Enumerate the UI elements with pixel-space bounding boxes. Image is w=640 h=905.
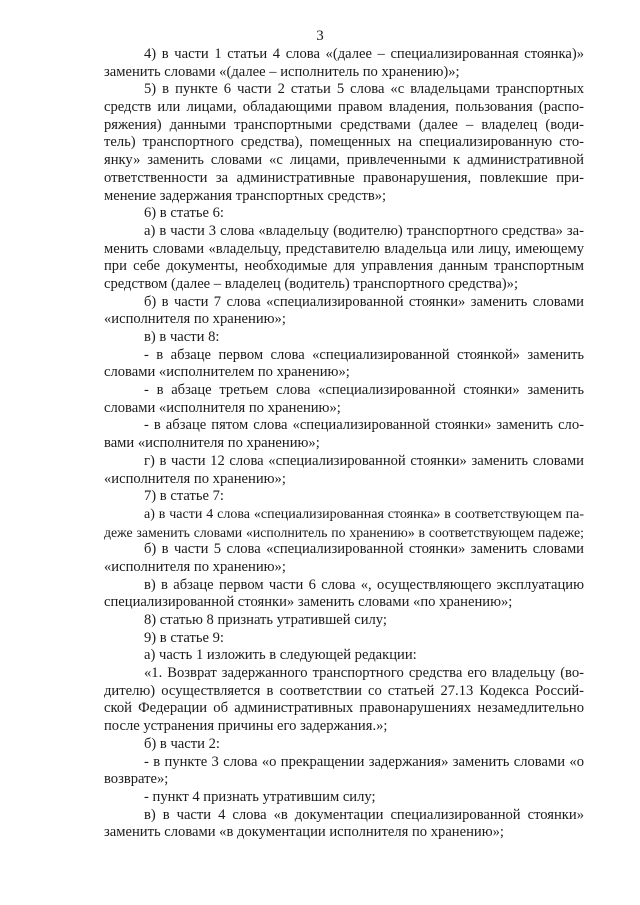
document-body: [104, 46, 584, 842]
text-line: специализированной стоянки» заменить словами «по хранению»;: [104, 594, 513, 611]
text-line: заменить словами «(далее – исполнитель по хранению)»;: [104, 63, 460, 80]
text-line: тель) транспортного средства), помещенных на специализированную сто-: [104, 134, 584, 151]
text-line: - в абзаце пятом слова «специализированной стоянки» заменить сло-: [144, 417, 584, 434]
text-line: б) в части 5 слова «специализированной стоянки» заменить словами: [144, 541, 584, 558]
text-line: заменить словами «в документации исполнителя по хранению»;: [104, 824, 504, 841]
text-line: «исполнителя по хранению»;: [104, 311, 286, 328]
text-line: ской Федерации об административных правонарушениях незамедлительно: [104, 700, 584, 717]
text-line: ряжения) данными транспортными средствами (далее – владелец (води-: [104, 116, 584, 133]
text-line: 9) в статье 9:: [144, 629, 224, 646]
text-line: янку» заменить словами «с лицами, привлеченными к административной: [104, 152, 584, 169]
text-line: словами «исполнителя по хранению»;: [104, 399, 341, 416]
text-line: средством (далее – владелец (водитель) транспортного средства)»;: [104, 275, 519, 292]
text-line: - в пункте 3 слова «о прекращении задержания» заменить словами «о: [144, 753, 584, 770]
text-line: в) в части 4 слова «в документации специализированной стоянки»: [144, 806, 584, 823]
text-line: после устранения причины его задержания.»;: [104, 718, 388, 735]
text-line: ответственности за административные правонарушения, повлекшие при-: [104, 169, 584, 186]
text-line: а) часть 1 изложить в следующей редакции:: [144, 647, 417, 664]
text-line: 6) в статье 6:: [144, 205, 224, 222]
text-line: а) в части 4 слова «специализированная стоянка» в соответствующем па-: [144, 506, 584, 522]
text-line: - в абзаце первом слова «специализированной стоянкой» заменить: [144, 346, 584, 363]
text-line: менить словами «владельцу, представителю владельца или лицу, имеющему: [104, 240, 584, 257]
text-line: а) в части 3 слова «владельцу (водителю) транспортного средства» за-: [144, 222, 584, 239]
text-line: вами «исполнителя по хранению»;: [104, 435, 320, 452]
text-line: 7) в статье 7:: [144, 488, 224, 505]
text-line: при себе документы, необходимые для управления данным транспортным: [104, 258, 584, 275]
text-line: возврате»;: [104, 771, 169, 788]
text-line: словами «исполнителем по хранению»;: [104, 364, 350, 381]
text-line: «исполнителя по хранению»;: [104, 470, 286, 487]
text-line: г) в части 12 слова «специализированной стоянки» заменить словами: [144, 452, 584, 469]
text-line: дителю) осуществляется в соответствии со статьей 27.13 Кодекса Россий-: [104, 682, 584, 699]
text-line: «исполнителя по хранению»;: [104, 558, 286, 575]
page-number: 3: [316, 28, 324, 44]
text-line: «1. Возврат задержанного транспортного средства его владельцу (во-: [144, 665, 584, 682]
text-line: 8) статью 8 признать утратившей силу;: [144, 612, 387, 628]
text-line: менение задержания транспортных средств»;: [104, 187, 387, 204]
text-line: деже заменить словами «исполнитель по хранению» в соответствующем падеже;: [104, 524, 584, 540]
text-line: в) в части 8:: [144, 329, 220, 345]
text-line: - в абзаце третьем слова «специализированной стоянки» заменить: [144, 382, 584, 399]
text-line: б) в части 2:: [144, 735, 220, 752]
text-line: 4) в части 1 статьи 4 слова «(далее – специализированная стоянка)»: [144, 46, 584, 62]
text-line: 5) в пункте 6 части 2 статьи 5 слова «с владельцами транспортных: [144, 81, 584, 98]
text-line: средств или лицами, обладающими правом владения, пользования (распо-: [104, 99, 584, 116]
text-line: - пункт 4 признать утратившим силу;: [144, 788, 376, 805]
text-line: б) в части 7 слова «специализированной стоянки» заменить словами: [144, 293, 584, 310]
text-line: в) в абзаце первом части 6 слова «, осуществляющего эксплуатацию: [144, 576, 584, 593]
